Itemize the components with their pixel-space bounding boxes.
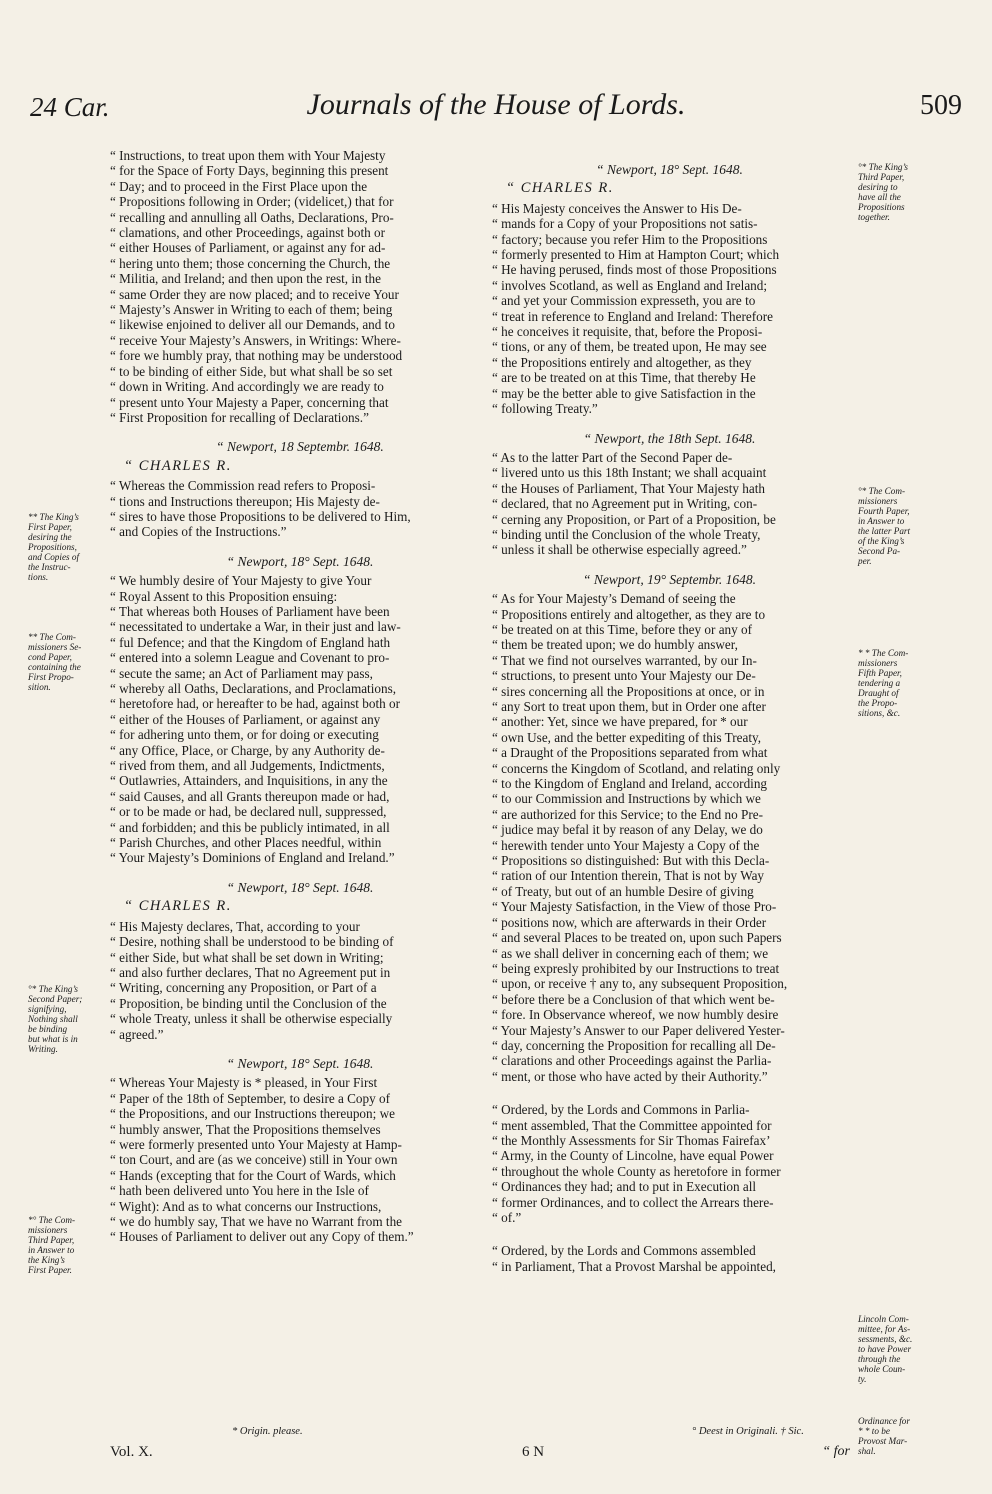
- text-line: “ and also further declares, That no Agreement put in: [110, 964, 391, 980]
- margin-note-line: cond Paper,: [28, 652, 72, 662]
- text-line: “ for the Space of Forty Days, beginning this present: [110, 163, 389, 179]
- text-line: “ Outlawries, Attainders, and Inquisitions, in any the: [110, 773, 388, 789]
- text-line: “ former Ordinances, and to collect the Arrears there-: [492, 1194, 774, 1210]
- margin-note-line: missioners: [858, 658, 898, 668]
- text-line: “ the Propositions entirely and altogether, as they: [492, 354, 752, 370]
- text-line: “ Ordered, by the Lords and Commons assembled: [492, 1243, 756, 1259]
- margin-note: [858, 1314, 966, 1384]
- margin-note-line: desiring the: [28, 532, 72, 542]
- volume-label: Vol. X.: [110, 1444, 153, 1460]
- paragraph: [110, 604, 490, 866]
- royal-signature: “ CHARLES R.: [506, 180, 614, 197]
- text-line: “ day, concerning the Proposition for recalling all De-: [492, 1037, 776, 1053]
- margin-note-line: through the: [858, 1354, 901, 1364]
- spacer: [492, 1225, 847, 1243]
- text-line: “ Whereas the Commission read refers to Proposi-: [110, 478, 376, 494]
- spacer: [492, 1084, 847, 1102]
- margin-note-line: containing the: [28, 662, 81, 672]
- royal-signature: “ CHARLES R.: [124, 457, 232, 474]
- text-line: “ ration of our Intention therein, That is not by Way: [492, 868, 765, 884]
- text-line: “ Militia, and Ireland; and then upon the rest, in the: [110, 271, 382, 287]
- margin-note-line: Lincoln Com-: [858, 1314, 909, 1324]
- margin-note-line: the latter Part: [858, 526, 911, 536]
- paragraph: [492, 450, 847, 558]
- text-line: “ another: Yet, since we have prepared, for * our: [492, 714, 748, 730]
- text-line: “ of Treaty, but out of an humble Desire of giving: [492, 883, 754, 899]
- text-line: “ any Office, Place, or Charge, by any Authority de-: [110, 742, 385, 758]
- margin-note-line: Draught of: [858, 688, 899, 698]
- text-line: “ likewise enjoined to deliver all our Demands, and to: [110, 317, 395, 333]
- margin-note-line: Provost Mar-: [858, 1436, 908, 1446]
- footnote-origin: * Origin. please.: [232, 1426, 303, 1437]
- footnote-deest: ° Deest in Originali. † Sic.: [692, 1426, 804, 1437]
- text-line: “ whereby all Oaths, Declarations, and Proclamations,: [110, 681, 397, 696]
- margin-note: [28, 984, 106, 1054]
- margin-note-line: per.: [858, 556, 872, 566]
- margin-note-line: missioners: [858, 496, 898, 506]
- right-column: [492, 148, 847, 1274]
- text-line: “ fore. In Observance whereof, we now humbly desire: [492, 1007, 779, 1023]
- text-line: “ own Use, and the better expediting of this Treaty,: [492, 729, 762, 745]
- text-line: “ He having perused, finds most of those Propositions: [492, 262, 777, 278]
- text-line: “ whole Treaty, unless it shall be otherwise especially: [110, 1011, 393, 1027]
- text-line: “ We humbly desire of Your Majesty to give Your: [110, 573, 372, 589]
- text-line: “ herewith tender unto Your Majesty a Copy of the: [492, 837, 760, 853]
- dateline: “ Newport, 18 Septembr. 1648.: [216, 439, 384, 455]
- margin-note-line: tions.: [28, 572, 49, 582]
- text-line: “ any Sort to treat upon them, but in Order one after: [492, 699, 766, 714]
- text-line: “ hering unto them; those concerning the Church, the: [110, 255, 391, 271]
- text-line: “ fore we humbly pray, that nothing may be understood: [110, 348, 403, 364]
- paragraph: [110, 919, 490, 1042]
- text-line: “ agreed.”: [110, 1026, 164, 1042]
- text-line: “ and several Places to be treated on, upon such Papers: [492, 930, 782, 946]
- margin-note: [858, 1416, 966, 1456]
- text-line: “ Majesty’s Answer in Writing to each of them; being: [110, 302, 393, 318]
- text-line: “ unless it shall be otherwise especially agreed.”: [492, 542, 747, 558]
- text-line: “ necessitated to undertake a War, in their just and law-: [110, 619, 401, 635]
- text-line: “ sires concerning all the Propositions at once, or in: [492, 683, 765, 699]
- text-line: “ secute the same; an Act of Parliament may pass,: [110, 665, 373, 681]
- text-line: “ either of the Houses of Parliament, or against any: [110, 711, 381, 727]
- page-header: [30, 88, 962, 128]
- text-line: “ Paper of the 18th of September, to desire a Copy of: [110, 1090, 390, 1106]
- margin-note-line: Fifth Paper,: [858, 668, 902, 678]
- text-line: “ ment assembled, That the Committee appointed for: [492, 1117, 772, 1133]
- text-line: “ That whereas both Houses of Parliament have been: [110, 603, 390, 619]
- royal-signature: “ CHARLES R.: [124, 898, 232, 915]
- margin-note-line: the Instruc-: [28, 562, 71, 572]
- text-line: “ mands for a Copy of your Propositions not satis-: [492, 216, 758, 232]
- margin-note-line: * * to be: [858, 1426, 890, 1436]
- margin-note: [28, 632, 106, 692]
- text-line: “ tions, or any of them, be treated upon, He may see: [492, 339, 767, 355]
- text-line: “ rived from them, and all Judgements, Indictments,: [110, 758, 385, 774]
- margin-note-line: Fourth Paper,: [858, 506, 910, 516]
- margin-note-line: First Propo-: [28, 672, 74, 682]
- text-line: “ a Draught of the Propositions separated from what: [492, 745, 768, 761]
- text-line: “ and yet your Commission expresseth, you are to: [492, 293, 756, 309]
- text-line: “ we do humbly say, That we have no Warrant from the: [110, 1214, 403, 1229]
- dateline: “ Newport, 18° Sept. 1648.: [226, 553, 374, 569]
- text-line: “ clarations and other Proceedings against the Parlia-: [492, 1053, 772, 1069]
- margin-note-line: signifying,: [28, 1004, 67, 1014]
- margin-note-line: First Paper,: [28, 522, 72, 532]
- text-line: “ Instructions, to treat upon them with Your Majesty: [110, 148, 386, 163]
- text-line: “ be treated on at this Time, before they or any of: [492, 621, 753, 637]
- text-line: “ Army, in the County of Lincolne, have equal Power: [492, 1148, 774, 1164]
- text-line: “ hath been delivered unto You here in the Isle of: [110, 1183, 369, 1199]
- margin-note-line: desiring to: [858, 182, 898, 192]
- margin-note-line: in Answer to: [28, 1245, 75, 1255]
- text-line: “ or to be made or had, be declared null, suppressed,: [110, 804, 387, 820]
- text-line: “ for adhering unto them, or for doing or executing: [110, 727, 379, 743]
- text-line: “ clamations, and other Proceedings, against both or: [110, 225, 386, 241]
- margin-note-line: Propositions: [858, 202, 905, 212]
- text-line: “ either Side, but what shall be set down in Writing;: [110, 949, 384, 965]
- margin-note-line: Second Paper;: [28, 994, 83, 1004]
- margin-note-line: Ordinance for: [858, 1416, 910, 1426]
- text-line: “ Proposition, be binding until the Conclusion of the: [110, 995, 387, 1011]
- text-line: “ concerns the Kingdom of Scotland, and relating only: [492, 760, 781, 776]
- text-line: “ His Majesty conceives the Answer to His De-: [492, 200, 742, 216]
- margin-note-line: shal.: [858, 1446, 876, 1456]
- text-line: “ involves Scotland, as well as England and Ireland;: [492, 277, 768, 293]
- text-line: “ were formerly presented unto Your Majesty at Hamp-: [110, 1136, 402, 1152]
- text-line: “ Parish Churches, and other Places needful, within: [110, 835, 382, 851]
- text-line: “ following Treaty.”: [492, 401, 598, 417]
- text-line: “ said Causes, and all Grants thereupon made or had,: [110, 788, 390, 804]
- text-line: “ Day; and to proceed in the First Place upon the: [110, 178, 368, 194]
- text-line: “ the Propositions, and our Instructions thereupon; we: [110, 1106, 395, 1122]
- text-line: “ either Houses of Parliament, or against any for ad-: [110, 240, 386, 256]
- margin-note-line: mittee, for As-: [858, 1324, 911, 1334]
- margin-note-line: together.: [858, 212, 890, 222]
- text-line: “ sires to have those Propositions to be delivered to Him,: [110, 508, 411, 524]
- text-line: “ present unto Your Majesty a Paper, concerning that: [110, 394, 389, 410]
- text-line: “ upon, or receive † any to, any subsequent Proposition,: [492, 976, 788, 992]
- margin-note-line: ** The Com-: [28, 632, 76, 642]
- paragraph: [492, 201, 847, 417]
- paragraph: [110, 573, 490, 604]
- text-line: “ livered unto us this 18th Instant; we shall acquaint: [492, 465, 767, 481]
- text-line: “ Desire, nothing shall be understood to be binding of: [110, 934, 394, 950]
- text-line: “ formerly presented to Him at Hampton Court; which: [492, 247, 780, 263]
- margin-note: [858, 486, 966, 566]
- text-line: “ Royal Assent to this Proposition ensuing:: [110, 588, 338, 604]
- margin-note: [858, 162, 966, 222]
- text-line: “ structions, to present unto Your Majesty our De-: [492, 668, 756, 684]
- margin-note: [858, 648, 966, 718]
- text-line: “ are to be treated on at this Time, that thereby He: [492, 370, 756, 386]
- dateline: “ Newport, 18° Sept. 1648.: [226, 879, 374, 895]
- margin-note-line: ** The King’s: [28, 512, 79, 522]
- margin-note-line: Third Paper,: [28, 1235, 75, 1245]
- margin-note-line: missioners: [28, 1225, 68, 1235]
- text-line: “ the Houses of Parliament, That Your Majesty hath: [492, 480, 765, 496]
- paragraph: [492, 1102, 847, 1225]
- margin-note-line: ty.: [858, 1374, 867, 1384]
- margin-note-line: Propositions,: [28, 542, 77, 552]
- text-line: “ same Order they are now placed; and to receive Your: [110, 286, 399, 302]
- text-line: “ ton Court, and are (as we conceive) still in Your own: [110, 1152, 398, 1168]
- margin-note-line: sessments, &c.: [858, 1334, 913, 1344]
- text-line: “ Propositions entirely and altogether, as they are to: [492, 606, 766, 622]
- dateline: “ Newport, 18° Sept. 1648.: [596, 162, 743, 177]
- text-line: “ entered into a solemn League and Covenant to pro-: [110, 650, 390, 666]
- dateline: “ Newport, the 18th Sept. 1648.: [583, 430, 756, 446]
- margin-note: [28, 512, 106, 582]
- text-line: “ as we shall deliver in concerning each of them; we: [492, 945, 769, 961]
- paragraph: [110, 1075, 490, 1244]
- text-line: “ receive Your Majesty’s Answers, in Writings: Where-: [110, 332, 401, 348]
- margin-note-line: *° The Com-: [28, 1215, 76, 1225]
- header-regnal-year: 24 Car.: [30, 92, 110, 122]
- text-line: “ down in Writing. And accordingly we are ready to: [110, 379, 384, 395]
- text-line: “ factory; because you refer Him to the Propositions: [492, 231, 768, 247]
- text-line: “ declared, that no Agreement put in Writing, con-: [492, 496, 758, 512]
- paragraph: [110, 478, 490, 540]
- margin-note-line: of the King’s: [858, 536, 905, 546]
- margin-note-line: Writing.: [28, 1044, 58, 1054]
- text-line: “ That we find not ourselves warranted, by our In-: [492, 652, 757, 668]
- text-line: “ judice may befal it by reason of any Delay, we do: [492, 822, 763, 838]
- text-line: “ First Proposition for recalling of Declarations.”: [110, 409, 369, 425]
- margin-note-line: °* The Com-: [858, 486, 906, 496]
- text-line: “ Whereas Your Majesty is * pleased, in Your First: [110, 1075, 378, 1091]
- text-line: “ positions now, which are afterwards in their Order: [492, 914, 767, 930]
- text-line: “ binding until the Conclusion of the whole Treaty,: [492, 526, 761, 542]
- text-line: “ tions and Instructions thereupon; His Majesty de-: [110, 493, 380, 509]
- margin-note-line: * * The Com-: [858, 648, 909, 658]
- text-line: “ Ordered, by the Lords and Commons in Parlia-: [492, 1102, 750, 1118]
- text-line: “ Writing, concerning any Proposition, or Part of a: [110, 980, 377, 996]
- text-line: “ humbly answer, That the Propositions themselves: [110, 1121, 381, 1137]
- margin-note-line: Third Paper,: [858, 172, 905, 182]
- text-line: “ them be treated upon; we do humbly answer,: [492, 637, 738, 653]
- text-line: “ heretofore had, or hereafter to be had, against both or: [110, 696, 400, 712]
- paragraph: [110, 148, 490, 425]
- text-line: “ treat in reference to England and Ireland: Therefore: [492, 308, 773, 324]
- text-line: “ Houses of Parliament to deliver out any Copy of them.”: [110, 1229, 414, 1245]
- text-line: “ in Parliament, That a Provost Marshal be appointed,: [492, 1258, 776, 1274]
- signature-mark: 6 N: [522, 1444, 545, 1460]
- text-line: “ Your Majesty’s Answer to our Paper delivered Yester-: [492, 1022, 785, 1038]
- dateline: “ Newport, 18° Sept. 1648.: [226, 1055, 374, 1071]
- paragraph: [492, 591, 847, 1084]
- text-line: “ the Monthly Assessments for Sir Thomas Fairefax’: [492, 1132, 771, 1148]
- text-line: “ and Copies of the Instructions.”: [110, 524, 287, 540]
- text-line: “ ful Defence; and that the Kingdom of England hath: [110, 634, 391, 650]
- text-line: “ he conceives it requisite, that, before the Proposi-: [492, 324, 763, 340]
- margin-note-line: have all the: [858, 192, 901, 202]
- text-line: “ and forbidden; and this be publicly intimated, in all: [110, 819, 390, 835]
- text-line: “ Propositions following in Order; (videlicet,) that for: [110, 194, 394, 210]
- margin-note-line: Second Pa-: [858, 546, 901, 556]
- margin-note-line: the King’s: [28, 1255, 65, 1265]
- text-line: “ of.”: [492, 1210, 522, 1225]
- text-line: “ are authorized for this Service; to the End no Pre-: [492, 806, 763, 822]
- text-line: “ Wight): And as to what concerns our Instructions,: [110, 1198, 382, 1214]
- margin-note-line: sitions, &c.: [858, 708, 901, 718]
- margin-note-line: °* The King’s: [858, 162, 908, 172]
- margin-note-line: First Paper.: [28, 1265, 72, 1275]
- margin-note-line: whole Coun-: [858, 1364, 906, 1374]
- text-line: “ throughout the whole County as heretofore in former: [492, 1163, 781, 1179]
- text-line: “ His Majesty declares, That, according to your: [110, 918, 360, 934]
- margin-note-line: but what is in: [28, 1034, 78, 1044]
- paragraph: [492, 1243, 847, 1274]
- margin-note: [28, 1215, 106, 1275]
- text-line: “ being expresly prohibited by our Instructions to treat: [492, 960, 780, 976]
- catchword: “ for: [822, 1444, 850, 1459]
- margin-note-line: be binding: [28, 1024, 68, 1034]
- margin-note-line: °* The King’s: [28, 984, 78, 994]
- text-line: “ may be the better able to give Satisfaction in the: [492, 385, 756, 401]
- text-line: “ cerning any Proposition, or Part of a Proposition, be: [492, 511, 776, 527]
- margin-note-line: in Answer to: [858, 516, 905, 526]
- margin-note-line: and Copies of: [28, 552, 80, 562]
- text-line: “ Propositions so distinguished: But with this Decla-: [492, 853, 770, 869]
- header-title: Journals of the House of Lords.: [306, 88, 686, 121]
- text-line: “ to be binding of either Side, but what shall be so set: [110, 363, 393, 379]
- text-line: “ to our Commission and Instructions by which we: [492, 791, 761, 807]
- text-line: “ As for Your Majesty’s Demand of seeing the: [492, 591, 736, 607]
- text-line: “ Hands (excepting that for the Court of Wards, which: [110, 1167, 396, 1183]
- margin-note-line: the Propo-: [858, 698, 898, 708]
- margin-note-line: tendering a: [858, 678, 901, 688]
- text-line: “ Ordinances they had; and to put in Execution all: [492, 1179, 757, 1195]
- text-line: “ ment, or those who have acted by their Authority.”: [492, 1068, 768, 1084]
- margin-note-line: sition.: [28, 682, 51, 692]
- page-number: 509: [920, 90, 962, 121]
- text-line: “ As to the latter Part of the Second Paper de-: [492, 449, 733, 465]
- page-footer: [110, 1426, 850, 1472]
- text-line: “ recalling and annulling all Oaths, Declarations, Pro-: [110, 209, 394, 225]
- text-line: “ Your Majesty’s Dominions of England and Ireland.”: [110, 850, 395, 866]
- left-column: [110, 148, 490, 1245]
- margin-note-line: to have Power: [858, 1344, 912, 1354]
- margin-note-line: missioners Se-: [28, 642, 82, 652]
- text-line: “ before there be a Conclusion of that which went be-: [492, 991, 775, 1007]
- dateline: “ Newport, 19° Septembr. 1648.: [582, 571, 757, 587]
- margin-note-line: Nothing shall: [28, 1014, 78, 1024]
- text-line: “ to the Kingdom of England and Ireland, according: [492, 776, 768, 792]
- text-line: “ Your Majesty Satisfaction, in the View of those Pro-: [492, 899, 777, 915]
